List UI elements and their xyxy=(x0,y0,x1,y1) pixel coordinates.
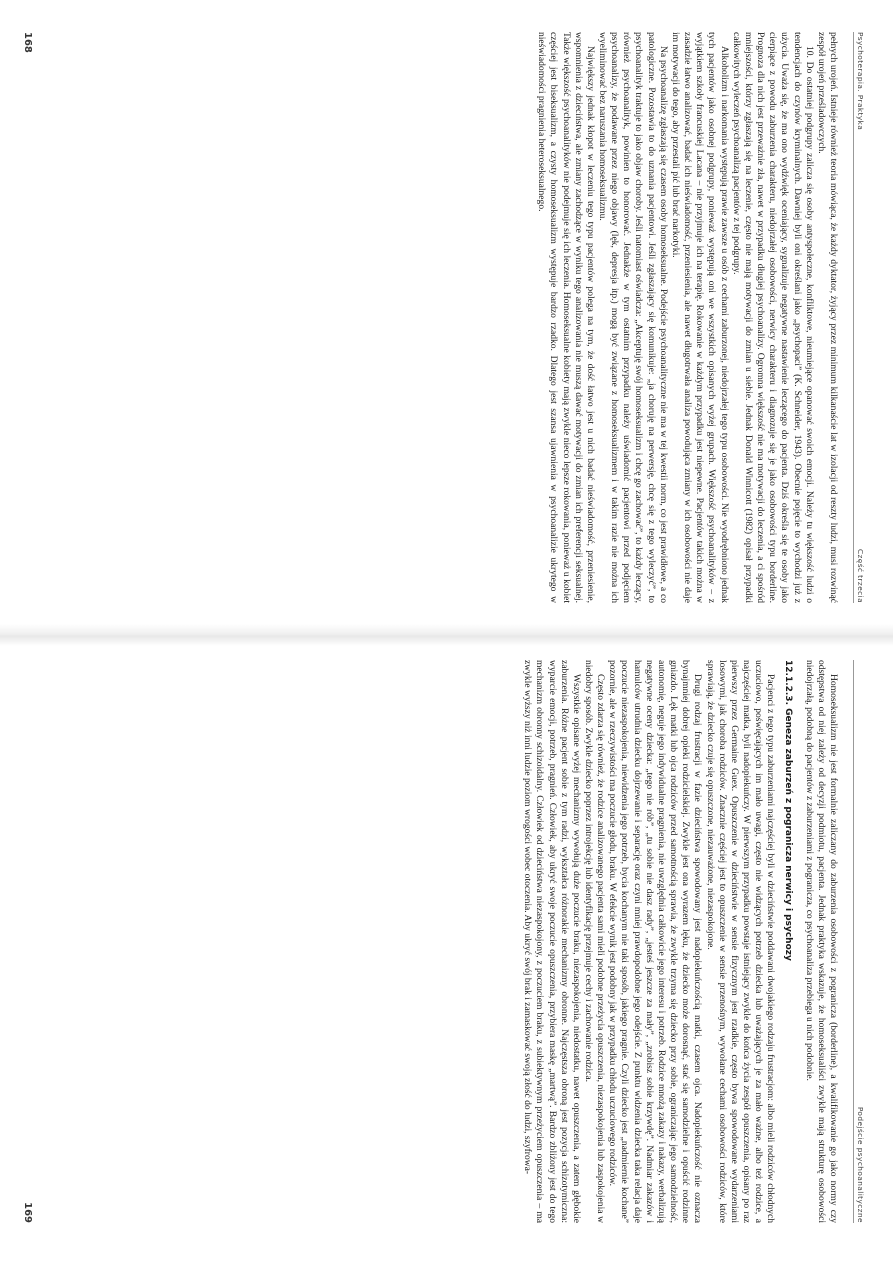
paragraph: 10. Do ostatniej podgrupy zalicza się osoby antyspołeczne, konfliktowe, nieumiejące opanować swoich emocji. Należy tu większość ludzi o tendencjach do czynów kryminalnych. Dawniej byli oni określani jako „psychopaci” (K. Schneider, 1943). Obecnie pojęcie to wychodzi już z użycia. Uważa się, że ma ono wydźwięk oceniający, sygnalizuje negatywne nastawienie leczącego do pacjenta. Dziś określa się te osoby jako cierpiące z powodu zaburzenia charakteru, niedojrzałej osobowości, nerwicy charakteru i diagnozuje się je jako osobowości typu borderline. Prognoza dla nich jest przeważnie zła, nawet w przypadku długiej psychoanalizy. Ogromna większość nie ma motywacji do leczenia, a ci spośród mniejszości, którzy zgłaszają się na leczenie, często nie mają motywacji do zmian u siebie. Jednak Donald Winnicott (1982) opisał przypadki całkowitych wyleczeń psychoanalizą pacjentów z tej podgrupy. xyxy=(730,32,815,603)
right-page xyxy=(0,640,893,1263)
header-chapter-title: Podejście psychoanalityczne xyxy=(856,1106,865,1223)
paragraph: Na psychoanalizę zgłaszają się czasem osoby homoseksualne. Podejście psychoanalityczne nie ma w tej kwestii norm, co jest prawidłowe, a co patologiczne. Pozostawia to do uznania pacjentowi. Jeśli zgłaszający się komunikuje: „ja choruję na perwersję, chcę się z tego wyleczyć”, to psychoanalityk traktuje to jako objaw choroby. Jeśli natomiast oświadcza: „Akceptuję swój homoseksualizm i chcę go zachować”, to każdy leczący, również psychoanalityk, powinien to honorować. Jednakże w tym ostatnim przypadku należy uświadomić pacjentowi przed podjęciem psychoanalizy, że podawane przez niego objawy (lęk, depresja itp.) mogą być związane z homoseksualizmem i w takim razie nie można ich wyeliminować bez naruszania homoseksualizmu. xyxy=(597,32,669,603)
body-text xyxy=(535,32,839,603)
left-page xyxy=(0,0,893,631)
paragraph: Alkoholizm i narkomania występują prawie zawsze u osób z cechami zaburzonej, niedojrzałej tego typu osobowości. Nie wyodrębniono jednak tych pacjentów jako osobnej podgrupy, ponieważ występują oni we wszystkich opisanych wyżej grupach. Większość psychoanalityków – z wyjątkiem szkoły francuskiej Lacana – nie przyjmuje ich na terapię. Rokowanie w każdym przypadku jest niepewne. Pacjentów takich można w zasadzie łatwo analizować, badać ich nieświadomość, przeniesienia, ale nawet długotrwała analiza powodująca zmiany w ich osobowości nie daje im motywacji do tego, aby przestali pić lub brać narkotyki. xyxy=(669,32,730,603)
body-text xyxy=(521,660,839,1223)
paragraph: Wszystkie opisane wyżej mechanizmy wywołują duże poczucie braku, niezaspokojenia, niedostatku, nawet opuszczenia, a zatem głębokie zaburzenia. Różne pacjent sobie z tym radzi, wykształca różnorakie mechanizmy obronne. Najczęstsza obroną jest pozycja schizotymiczna: wyparcie emocji, potrzeb, pragnień. Człowiek, aby ukryć swoje poczucie opuszczenia, przybiera maskę „martwą”. Bardzo zbliżony jest do tego mechanizm obronny schizoidalny. Człowiek od dzieciństwa niezaspokojony, z poczuciem braku, z subiektywnym przeżyciem opuszczenia – ma zwykle wyższy niż inni ludzie poziom wrogości wobec otoczenia. Aby ukryć swój brak i zamaskować swoją złość do ludzi, szyfrowa- xyxy=(522,660,582,1223)
running-header xyxy=(853,660,865,1223)
paragraph: Często zdarza się również, że rodzice analizowanego pacjenta sami mieli podobne przeżycia opuszczenia, niezaspokojenia lub zaspokojenia w niedobry sposób. Zwykle dziecko poprzez introjekcję lub identyfikację przejmuje cechy i zachowanie rodzica. xyxy=(583,660,607,1223)
header-part-title: Część trzecia xyxy=(856,548,865,603)
paragraph: Drugi rodzaj frustracji w fazie dzieciństwa spowodowany jest nadopiekuńczością matki, czasem ojca. Nadopiekuńczość nie oznacza bynajmniej dobrej opieki rodzicielskiej. Zwykle jest ona wyrazem lęku, że dziecko może dorosnąć, stać się samodzielne i opuścić rodzinne gniazdo. Lęk matki lub ojca rodziców przed samotnością sprawia, że zwykle trzyma się dziecko przy sobie, ograniczając jego samodzielność, autonomię, neguje jego indywidualne pragnienia, nie uwzględnia całkowicie jego interesu i potrzeb. Rodzice mnożą zakazy i nakazy, werbalizują negatywne oceny dziecka: „tego nie rób”, „tu sobie nie dasz rady”, „jesteś jeszcze za mały”, „zrobisz sobie krzywdę”. Nadmiar zakazów i hamulców utrudnia dziecku dojrzewanie i separację oraz czyni mniej prawdopodobne jego odejście. Z punktu widzenia dziecka taka relacja daje poczucie niezaspokojenia, niewidzenia jego potrzeb, bycia kochanym nie taki sposób, jakiego pragnie. Czyli dziecko jest „nadmiernie kochane” pozornie, ale w rzeczywistości ma poczucie głodu, braku. W efekcie wynik jest podobny jak w przypadku chłodu uczuciowego rodziców. xyxy=(607,660,704,1223)
page-number: 169 xyxy=(22,1202,33,1223)
page-number: 168 xyxy=(22,32,33,53)
paragraph: pełnych urojeń. Istnieje również teoria mówiąca, że każdy dyktator, żyjący przez minimum kilkanaście lat w izolacji od reszty ludzi, musi rozwinąć zespół urojeń prześladowczych. xyxy=(815,32,839,603)
section-heading: 12.1.2.3. Geneza zaburzeń z pogranicza nerwicy i psychozy xyxy=(782,660,793,961)
paragraph: Pacjenci z tego typu zaburzeniami najczęściej byli w dzieciństwie poddawani dwojakiego rodzaju frustracjom: albo mieli rodziców chłodnych uczuciowo, poświęcających im mało uwagi, często nie widzących potrzeb dziecka lub uważających je za mało ważne, albo też rodzice, a najczęściej matka, byli nadopiekuńczy. W pierwszym przypadku powstaje istniejący zwykle do końca życia zespół opuszczenia, opisany po raz pierwszy przez Germaine Guex. Opuszczenie w dzieciństwie w sensie fizycznym jest rzadkie, często bywa spowodowane wydarzeniami losowymi, jak choroba rodziców. Znacznie częściej jest to opuszczenie w sensie przenośnym, wywołane cechami osobowości rodziców, które sprawiają, że dziecko czuje się opuszczone, niezauważone, niezaspokojone. xyxy=(704,660,777,1223)
paragraph: Największy jednak kłopot w leczeniu tego typu pacjentów polega na tym, że dość łatwo jest u nich badać nieświadomość, przeniesienie, wspomnienia z dzieciństwa, ale zmiany zachodzące w wyniku tego analizowania nie muszą dawać motywacji do zmian ich preferencji seksualnej. Także większość psychoanalityków nie podejmuje się ich leczenia. Homoseksualne kobiety mają zwykle nieco lepsze rokowania, ponieważ u kobiet częściej jest biseksualizm, a czysty homoseksualizm występuje bardzo rzadko. Dlatego jest szansa ujawnienia w psychoanalizie ukrytego w nieświadomości pragnienia heteroseksualnego. xyxy=(536,32,596,603)
running-header xyxy=(853,32,865,603)
paragraph: Homoseksualizm nie jest formalnie zaliczany do zaburzenia osobowości z pogranicza (borderline), a kwalifikowanie go jako normy czy odstępstwa od niej zależy od decyzji podmiotu, pacjenta. Jednak praktyka wskazuje, że homoseksualiści zwykle mają strukturę osobowości niedojrzałą, podobną do pacjentów z zaburzeniami z pogranicza, co psychoanaliza przebiega u nich podobnie. xyxy=(803,660,839,1223)
header-book-title: Psychoterapia. Praktyka xyxy=(856,32,865,131)
